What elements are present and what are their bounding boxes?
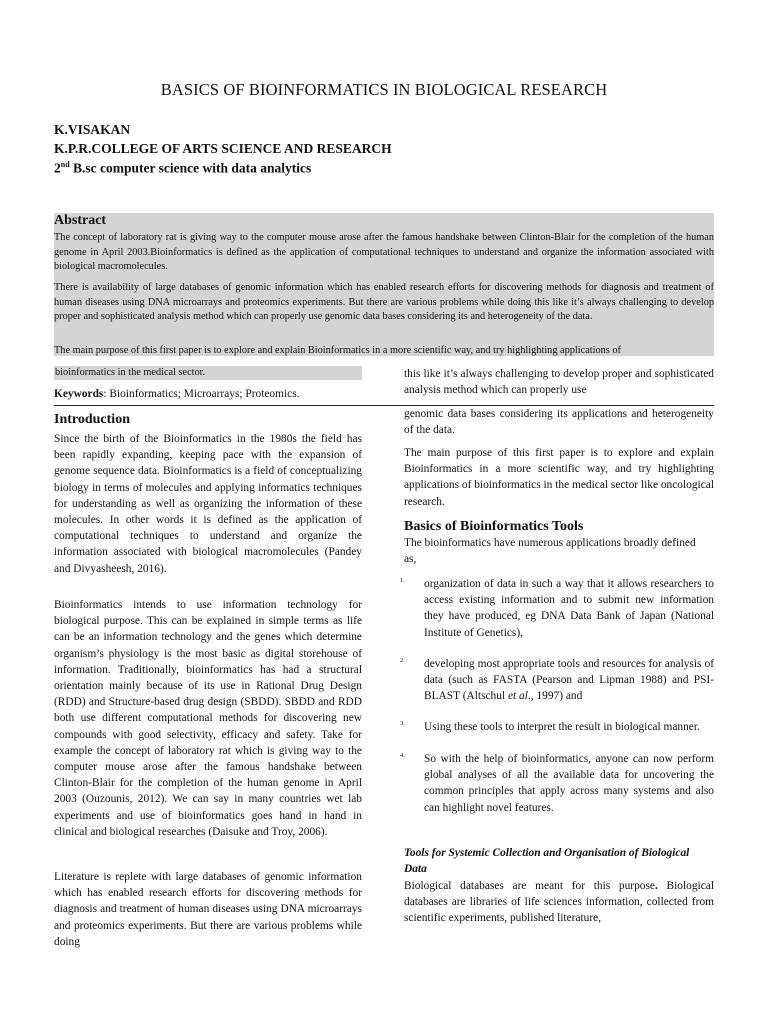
list-number: 3. bbox=[400, 720, 405, 727]
abstract-heading: Abstract bbox=[54, 213, 107, 228]
list-item-text: organization of data in such a way that it allows researchers to access existing information and to submit new information they have produced, eg DNA Data Bank of Japan (National Institute of Genetics), bbox=[424, 578, 714, 639]
introduction-heading: Introduction bbox=[54, 412, 130, 427]
abstract-paragraph-3-continued: bioinformatics in the medical sector. bbox=[55, 367, 206, 378]
course-text: B.sc computer science with data analytics bbox=[69, 160, 312, 176]
tools-subheading: Tools for Systemic Collection and Organisation of Biological Data bbox=[404, 847, 690, 875]
paper-title: BASICS OF BIOINFORMATICS IN BIOLOGICAL RESEARCH bbox=[160, 80, 608, 99]
intro-paragraph-3: Literature is replete with large databases of genomic information which has enabled research efforts for discovering methods for diagnosis and treatment of human diseases using DNA microarrays and proteomics experiments. But there are various problems while doing bbox=[54, 871, 362, 948]
list-number: 4. bbox=[400, 752, 405, 759]
keywords-label: Keywords bbox=[54, 388, 104, 400]
tools-intro: The bioinformatics have numerous applications broadly defined as, bbox=[404, 537, 696, 566]
right-paragraph-4-a: Biological databases are meant for this purpose bbox=[404, 880, 655, 892]
right-paragraph-4-b: Biological databases are libraries of life sciences information, collected from scientific experiments, published literature, bbox=[404, 880, 714, 925]
intro-paragraph-2: Bioinformatics intends to use information technology for biological purpose. This can be explained in simple terms as life can be an information technology and the genes which determine organism’s physiology is the most basic as digital storehouse of information. Traditionally, bioinformatics has had a structural orientation mainly because of its use in Rational Drug Design (RDD) and Structure-based drug design (SBDD). SBDD and RDD both use different computational methods for discovering new compounds with good selectivity, efficacy and safety. Take for example the concept of laboratory rat which is giving way to the computer mouse arose after the famous handshake between Clinton-Blair for the completion of the human genome in April 2003 (Ouzounis, 2012). We can say in many countries wet lab experiments and use of bioinformatics goes hand in hand in clinical and biological researches (Daisuke and Troy, 2006). bbox=[54, 599, 362, 838]
list-item-text-a: developing most appropriate tools and resources for analysis of data (such as FASTA (Pearson and Lipman 1988) and PSI- BLAST (Altschul bbox=[424, 658, 714, 703]
author-college: K.P.R.COLLEGE OF ARTS SCIENCE AND RESEARCH bbox=[54, 141, 392, 156]
list-item bbox=[400, 656, 714, 705]
list-item bbox=[400, 751, 714, 816]
right-paragraph-3: The main purpose of this first paper is to explore and explain Bioinformatics in a more scientific way, and try highlighting applications of bioinformatics in the medical sector like oncological research. bbox=[404, 447, 714, 508]
right-paragraph-1: this like it’s always challenging to develop proper and sophisticated analysis method which can properly use bbox=[404, 368, 714, 397]
abstract-paragraph-2: There is availability of large databases of genomic information which has enabled research efforts for discovering methods for diagnosis and treatment of human diseases using DNA microarrays and proteomics experiments. But there are various problems while doing this like it’s always challenging to develop proper and sophisticated analysis method which can properly use genomic data bases considering its and heterogeneity of the data. bbox=[54, 282, 714, 322]
list-item bbox=[400, 719, 714, 735]
course-number: 2 bbox=[54, 160, 61, 176]
right-paragraph-2: genomic data bases considering its applications and heterogeneity of the data. bbox=[404, 408, 714, 437]
list-item-text-em: et al bbox=[507, 690, 528, 703]
list-number: 2. bbox=[400, 657, 405, 664]
list-number: 1. bbox=[400, 577, 405, 584]
right-paragraph-4 bbox=[404, 878, 714, 927]
keywords-text: : Bioinformatics; Microarrays; Proteomics. bbox=[103, 388, 300, 400]
course-ordinal: nd bbox=[60, 160, 70, 169]
list-item-text: Using these tools to interpret the result in biological manner. bbox=[424, 721, 700, 733]
list-item-text-b: ., 1997) and bbox=[527, 690, 583, 703]
tools-heading: Basics of Bioinformatics Tools bbox=[404, 519, 584, 534]
intro-paragraph-1: Since the birth of the Bioinformatics in the 1980s the field has been rapidly expanding, keeping pace with the expansion of genome sequence data. Bioinformatics is a field of conceptualizing biology in terms of molecules and applying informatics techniques for understanding as well as organizing the information of these molecules. In other words it is defined as the application of computational techniques to understand and organize the information associated with biological macromolecules (Pandey and Divyasheesh, 2016). bbox=[54, 433, 362, 575]
keywords bbox=[54, 388, 300, 400]
list-item-text bbox=[424, 656, 714, 705]
abstract-paragraph-3: The main purpose of this first paper is to explore and explain Bioinformatics in a more scientific way, and try highlighting applications of bbox=[54, 345, 621, 356]
author-course bbox=[54, 160, 311, 177]
list-item bbox=[400, 576, 714, 641]
list-item-text: So with the help of bioinformatics, anyone can now perform global analyses of all the available data for uncovering the common principles that apply across many systems and also can highlight novel features. bbox=[424, 753, 714, 814]
author-name: K.VISAKAN bbox=[54, 122, 131, 137]
right-paragraph-4-dot: . bbox=[654, 880, 658, 892]
abstract-paragraph-1: The concept of laboratory rat is giving way to the computer mouse arose after the famous handshake between Clinton-Blair for the completion of the human genome in April 2003.Bioinformatics is defined as the application of computational techniques to understand and organize the information associated with biological macromolecules. bbox=[54, 232, 714, 272]
